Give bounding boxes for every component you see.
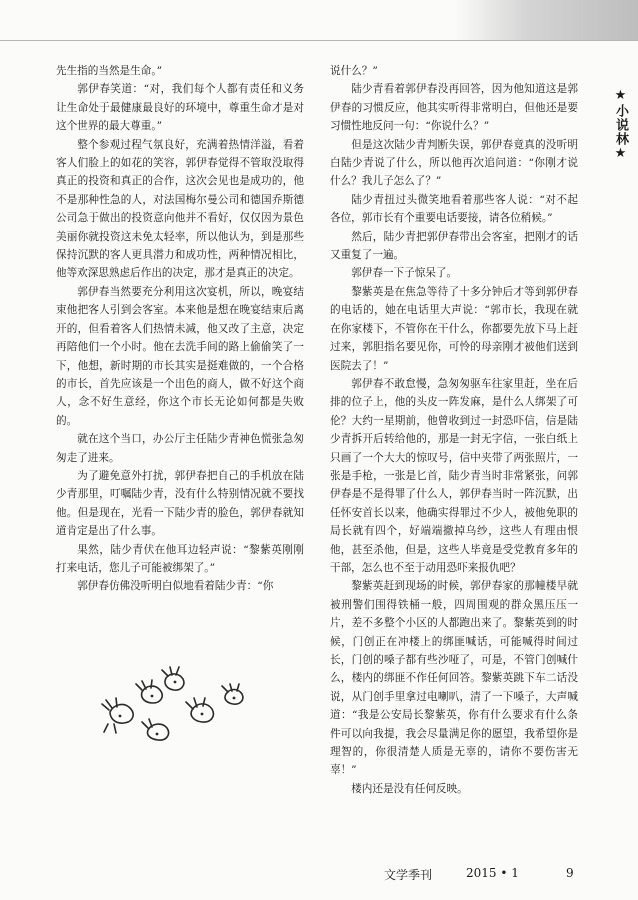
left-column	[56, 62, 304, 596]
footer-magazine-title: 文学季刊	[384, 868, 433, 882]
paragraph: 整个参观过程气氛良好，充满着热情洋溢，看着客人们脸上的如花的笑容，郭伊春觉得不管取没取得真正的投资和真正的合作，这次会见也是成功的，他不是那种性急的人，对法国梅尔曼公司和德国乔斯德公司急于做出的投资意向他并不看好，仅仅因为景色美丽你就投资这未免太轻率，所以他认为，到是那些保持沉默的客人更具潜力和成功性，两种情况相比，他等欢深思熟虑后作出的决定，那才是真正的决定。	[56, 138, 304, 280]
birds-illustration	[96, 664, 256, 744]
footer-page-number: 9	[566, 866, 574, 880]
paragraph: 果然，陆少青伏在他耳边轻声说：“黎紫英刚刚打来电话，您儿子可能被绑架了。”	[56, 543, 304, 574]
paragraph: 郭伊春仿佛没听明白似地看着陆少青：“你	[77, 580, 274, 593]
paragraph: 然后，陆少青把郭伊春带出会客室，把刚才的话又重复了一遍。	[330, 230, 578, 262]
paragraph: 但是这次陆少青判断失误，郭伊春竟真的没听明白陆少青说了什么，所以他再次追问道：“你刚才说什么？我儿子怎么了？”	[330, 138, 578, 188]
paragraph: 郭伊春笑道：“对，我们每个人都有责任和义务让生命处于最健康最良好的环境中，尊重生命才是对这个世界的最大尊重。”	[56, 83, 304, 133]
section-tag: ★小说林★	[613, 88, 628, 162]
paragraph: 郭伊春一下子惊呆了。	[351, 267, 458, 280]
paragraph: 就在这个当口，办公厅主任陆少青神色慌张急匆匆走了进来。	[56, 433, 304, 464]
paragraph: 为了避免意外打扰，郭伊春把自己的手机放在陆少青那里，叮嘱陆少青，没有什么特别情况就不要找他。但是现在，光看一下陆少青的脸色，郭伊春就知道肯定是出了什么事。	[56, 469, 304, 538]
paragraph: 郭伊春不敢怠慢，急匆匆驱车往家里赶，坐在后排的位子上，他的头皮一阵发麻，是什么人绑架了可伦？大约一星期前，他曾收到过一封恐吓信，信是陆少青拆开后转给他的，那是一封无字信，一张白纸上只画了一个大大的惊叹号，信中夹带了两张照片，一张是手枪，一张是匕首，陆少青当时非常紧张，问郭伊春是不是得罪了什么人，郭伊春当时一阵沉默，出任怀安首长以来，他确实得罪过不少人，被他免职的局长就有四个，好端端撤掉乌纱，这些人有理由恨他，甚至杀他，但是，这些人毕竟是受党教育多年的干部，怎么也不至于动用恐吓来报仇吧？	[330, 377, 578, 574]
paragraph: 黎紫英是在焦急等待了十多分钟后才等到郭伊春的电话的，她在电话里大声说：“郭市长，我现在就在你家楼下，不管你在干什么，你都要先放下马上赶过来，郭胆指名要见你，可怜的母亲刚才被他们送到医院去了！”	[330, 285, 578, 372]
header-band	[455, 0, 638, 40]
paragraph: 陆少青看着郭伊春没再回答，因为他知道这是郭伊春的习惯反应，他其实听得非常明白，但他还是要习惯性地反问一句：“你说什么？”	[330, 83, 578, 133]
paragraph: 说什么？”	[330, 65, 378, 77]
header-divider	[0, 40, 638, 41]
paragraph: 郭伊春当然要充分利用这次宴机，所以，晚宴结束他把客人引到会客室。本来他是想在晚宴结束后离开的，但看着客人们热情未减，他又改了主意，决定再陪他们一个小时。他在去洗手间的路上偷偷笑了一下，他想，新时期的市长其实是挺难做的，一个合格的市长，首先应该是一个出色的商人，做不好这个商人，念不好生意经，你这个市长无论如何都是失败的。	[56, 285, 304, 427]
paragraph: 楼内还是没有任何反映。	[351, 782, 468, 795]
paragraph: 陆少青扭过头微笑地看着那些客人说：“对不起各位，郭市长有个重要电话要接，请各位稍候。”	[330, 193, 578, 225]
paragraph: 黎紫英赶到现场的时候，郭伊春家的那幢楼早就被刑警们围得铁桶一般，四周围观的群众黑压压一片，差不多整个小区的人都跑出来了。黎紫英到的时候，门创正在冲楼上的绑匪喊话，可能喊得时间过长，门创的嗓子都有些沙哑了，可是，不管门创喊什么，楼内的绑匪不作任何回答。黎紫英跳下车二话没说，从门创手里拿过电喇叭，清了一下嗓子，大声喊道：“我是公安局长黎紫英，你有什么要求有什么条件可以向我提，我会尽量满足你的愿望，我希望你是理智的，你很清楚人质是无辜的，请你不要伤害无辜！”	[330, 580, 578, 777]
paragraph: 先生指的当然是生命。”	[56, 65, 163, 77]
footer-issue: 2015 • 1	[466, 866, 519, 880]
right-column	[330, 62, 578, 798]
